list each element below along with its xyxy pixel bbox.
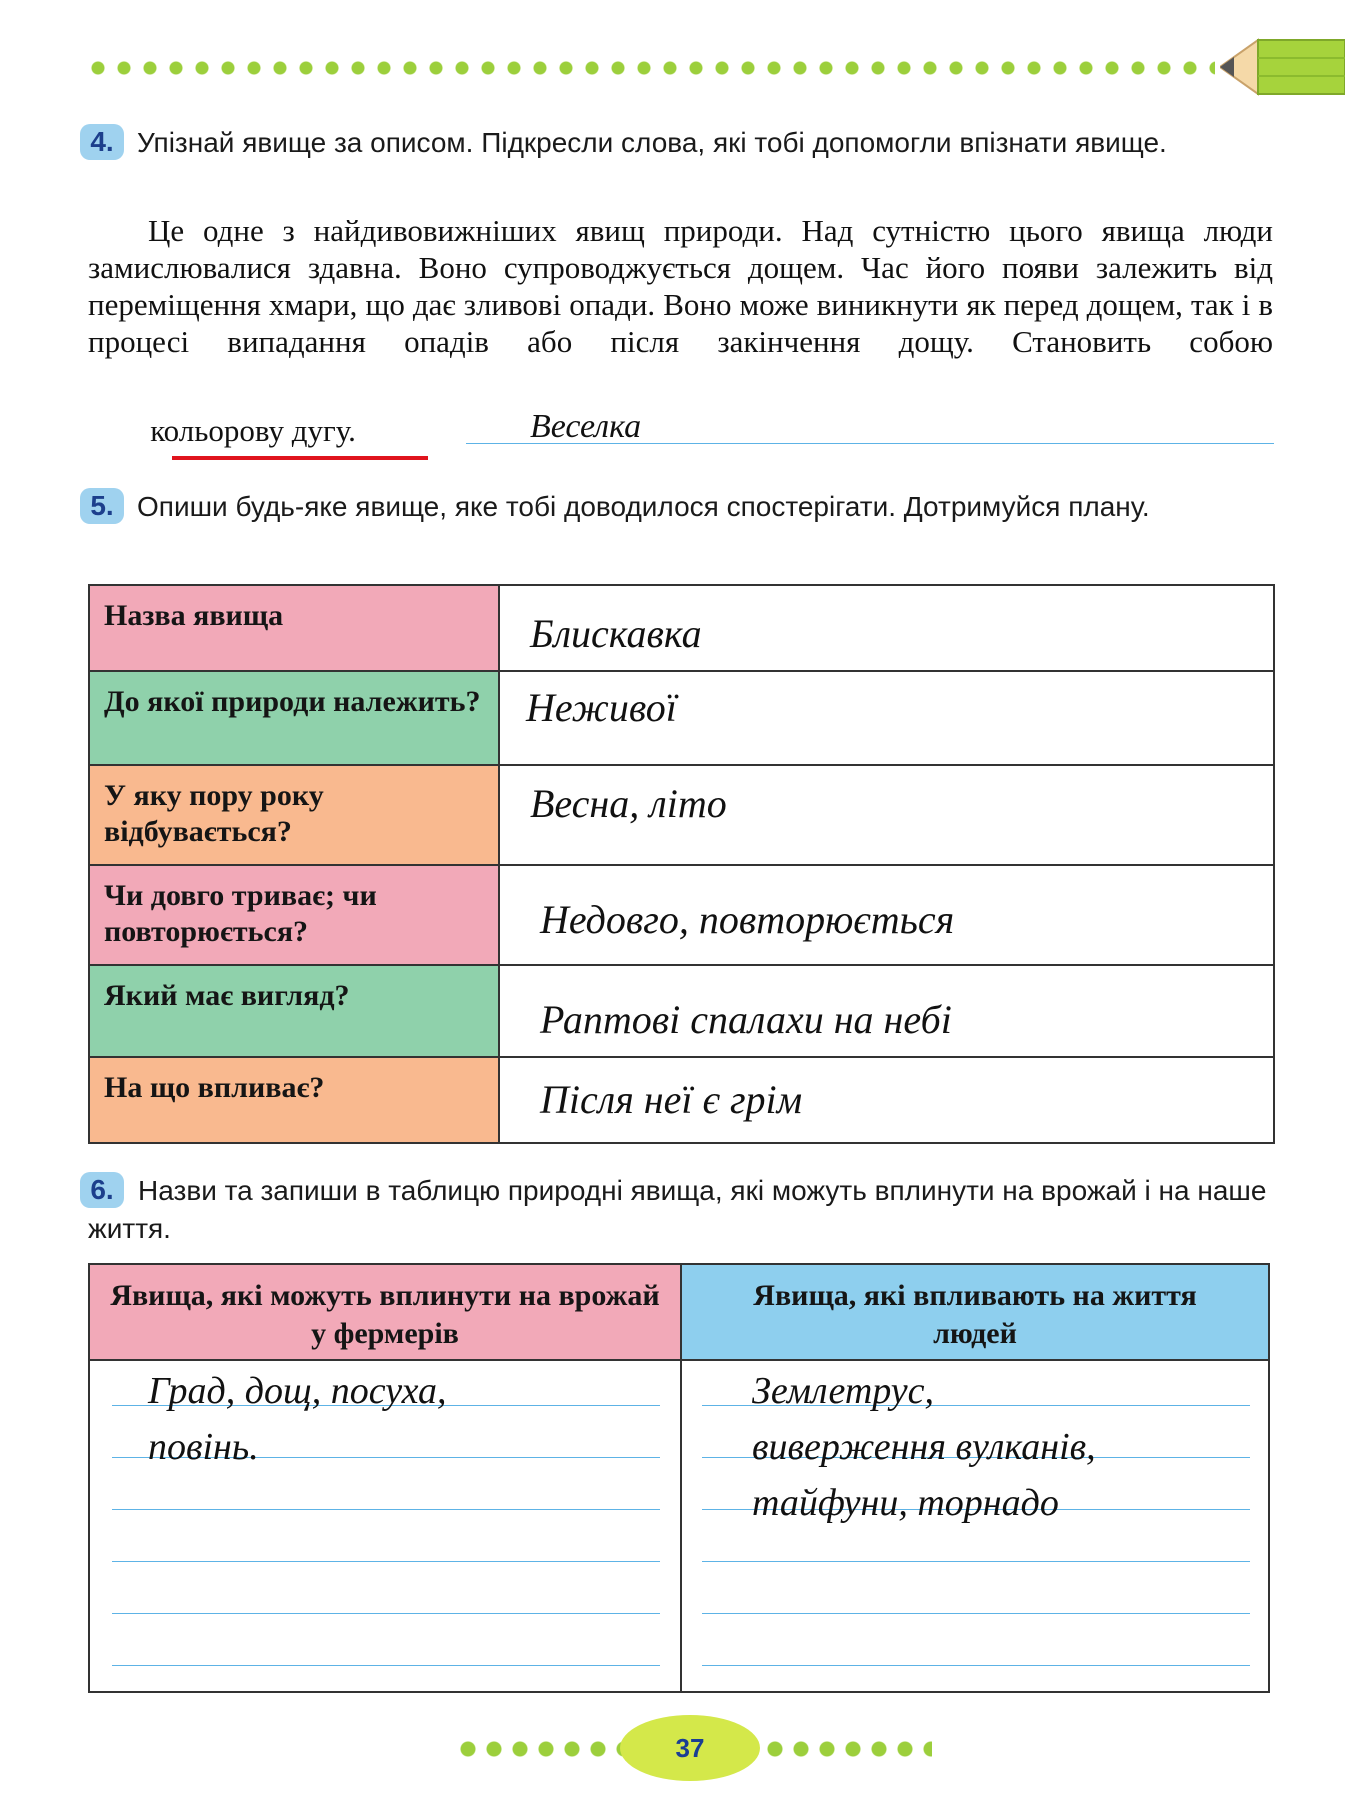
pencil-icon	[1220, 36, 1345, 98]
answer-line	[112, 1613, 660, 1614]
answer-line	[702, 1561, 1250, 1562]
col2-answer: Землетрус, виверження вулканів, тайфуни, торнадо	[752, 1370, 1096, 1524]
task-5-prompt: Опиши будь-яке явище, яке тобі доводилося спостерігати. Дотримуйся плану.	[137, 491, 1150, 522]
row-answer: Неживої	[526, 685, 677, 730]
task-4-prompt: Упізнай явище за описом. Підкресли слова, які тобі допомогли впізнати явище.	[137, 127, 1167, 158]
table-row	[90, 586, 1273, 672]
answer-line	[112, 1665, 660, 1666]
row-answer: Блискавка	[530, 611, 702, 656]
row-question: На що впливає?	[90, 1058, 500, 1142]
answer-line	[112, 1509, 660, 1510]
table-row	[90, 1058, 1273, 1142]
task-5-table	[88, 584, 1275, 1144]
page-number: 37	[620, 1715, 760, 1781]
row-question: Який має вигляд?	[90, 966, 500, 1056]
table-row	[90, 672, 1273, 766]
table-row	[90, 766, 1273, 866]
row-question: У яку пору року відбувається?	[90, 766, 500, 864]
bottom-dots-left	[455, 1740, 625, 1758]
task-4-number: 4.	[80, 124, 124, 160]
task-4-passage-end: кольорову дугу.	[150, 413, 356, 448]
col2-header: Явища, які впливають на життя людей	[682, 1265, 1268, 1361]
red-underline	[172, 456, 428, 460]
col1-header: Явища, які можуть вплинути на врожай у фермерів	[90, 1265, 680, 1361]
column-divider	[680, 1265, 682, 1691]
row-answer: Після неї є грім	[540, 1077, 803, 1122]
task-5-number: 5.	[80, 488, 124, 524]
underlined-words: кольорову дугу	[150, 413, 349, 448]
task-6-prompt: Назви та запиши в таблицю природні явища, які можуть вплинути на врожай і на наше життя.	[88, 1175, 1267, 1244]
row-question: Чи довго триває; чи повторюється?	[90, 866, 500, 964]
col1-answer: Град, дощ, посуха, повінь.	[148, 1370, 447, 1468]
table-row	[90, 966, 1273, 1058]
row-answer: Недовго, повторюється	[540, 897, 955, 942]
task-4-passage: Це одне з найдивовижніших явищ природи. Над сутністю цього явища люди замислювалися здавна. Воно супроводжується дощем. Час його появи залежить від переміщення хмари, що дає зливові опади. Воно може виникнути як перед дощем, так і в процесі випадання опадів або після закінчення дощу. Становить собою	[88, 213, 1273, 359]
table-row	[90, 866, 1273, 966]
top-dots-decoration	[85, 60, 1215, 76]
row-question: До якої природи належить?	[90, 672, 500, 764]
task-6-table	[88, 1263, 1270, 1693]
answer-line	[702, 1613, 1250, 1614]
bottom-dots-right	[762, 1740, 932, 1758]
row-question: Назва явища	[90, 586, 500, 670]
task-4-answer: Веселка	[530, 408, 642, 445]
task-6-number: 6.	[80, 1172, 124, 1208]
row-answer: Раптові спалахи на небі	[540, 997, 952, 1042]
row-answer: Весна, літо	[530, 781, 727, 826]
answer-line	[112, 1561, 660, 1562]
answer-line	[702, 1665, 1250, 1666]
